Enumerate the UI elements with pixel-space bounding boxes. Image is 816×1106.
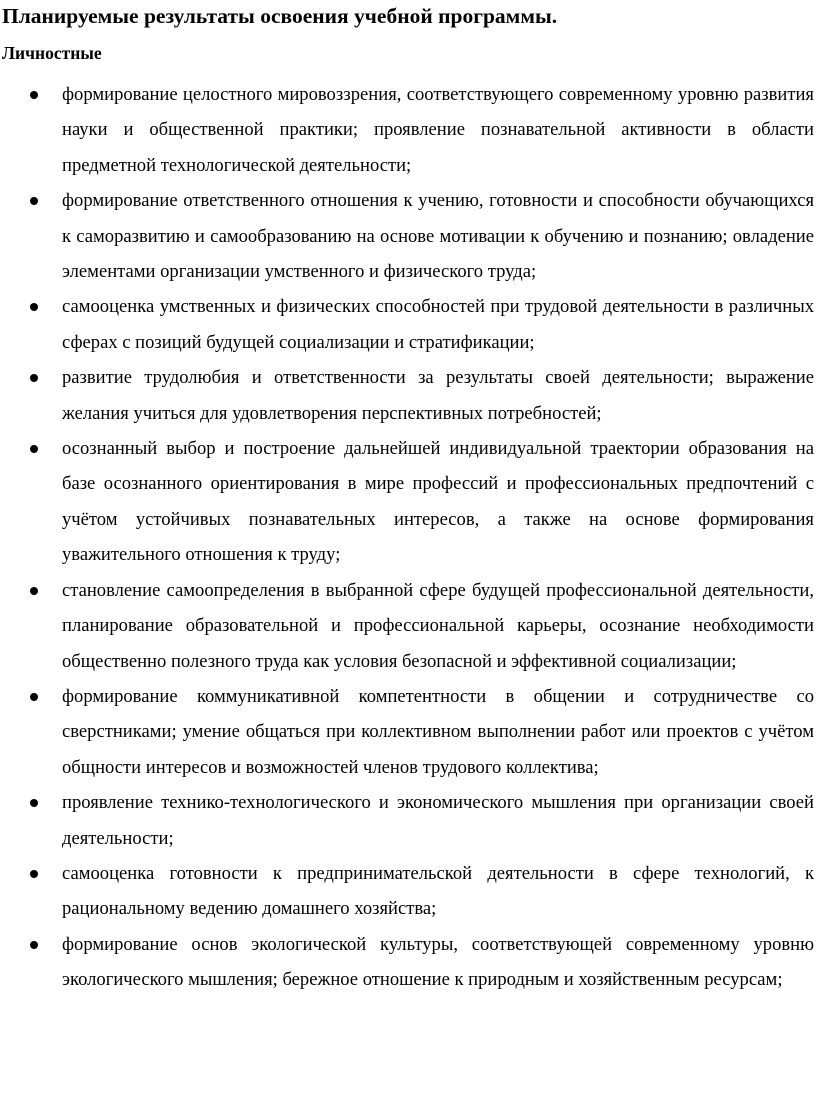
list-item-text: формирование целостного мировоззрения, соответствующего современному уровню развития науки и общественной практики; проявление познавательной активности в области предметной технологической деятельности; <box>62 84 814 176</box>
list-item <box>0 183 816 289</box>
bullet-icon <box>30 799 38 807</box>
bullet-icon <box>30 870 38 878</box>
list-item <box>0 289 816 360</box>
list-item <box>0 679 816 785</box>
bullet-icon <box>30 693 38 701</box>
list-item <box>0 785 816 856</box>
list-item-text: осознанный выбор и построение дальнейшей индивидуальной траектории образования на базе осознанного ориентирования в мире профессий и профессиональных предпочтений с учётом устойчивых познавательных интересов, а также на основе формирования уважительного отношения к труду; <box>62 438 814 566</box>
list-item <box>0 360 816 431</box>
bullet-list <box>0 77 816 998</box>
bullet-icon <box>30 587 38 595</box>
list-item <box>0 431 816 573</box>
list-item-text: формирование ответственного отношения к учению, готовности и способности обучающихся к саморазвитию и самообразованию на основе мотивации к обучению и познанию; овладение элементами организации умственного и физического труда; <box>62 190 814 283</box>
list-item <box>0 856 816 927</box>
list-item-text: становление самоопределения в выбранной сфере будущей профессиональной деятельности, планирование образовательной и профессиональной карьеры, осознание необходимости общественно полезного труда как условия безопасной и эффективной социализации; <box>62 579 814 672</box>
list-item-text: самооценка готовности к предпринимательской деятельности в сфере технологий, к рациональному ведению домашнего хозяйства; <box>62 862 814 920</box>
section-heading: Личностные <box>2 43 102 63</box>
bullet-icon <box>30 941 38 949</box>
list-item <box>0 77 816 183</box>
list-item <box>0 573 816 679</box>
document-title: Планируемые результаты освоения учебной программы. <box>2 4 558 28</box>
bullet-icon <box>30 374 38 382</box>
bullet-icon <box>30 445 38 453</box>
list-item <box>0 927 816 998</box>
bullet-icon <box>30 91 38 99</box>
bullet-icon <box>30 303 38 311</box>
list-item-text: самооценка умственных и физических способностей при трудовой деятельности в различных сферах с позиций будущей социализации и стратификации; <box>62 296 814 353</box>
list-item-text: развитие трудолюбия и ответственности за результаты своей деятельности; выражение желания учиться для удовлетворения перспективных потребностей; <box>62 367 814 424</box>
list-item-text: формирование основ экологической культуры, соответствующей современному уровню экологического мышления; бережное отношение к природным и хозяйственным ресурсам; <box>62 933 814 991</box>
list-item-text: формирование коммуникативной компетентности в общении и сотрудничестве со сверстниками; умение общаться при коллективном выполнении работ или проектов с учётом общности интересов и возможностей членов трудового коллектива; <box>62 685 814 778</box>
list-item-text: проявление технико-технологического и экономического мышления при организации своей деятельности; <box>62 792 814 849</box>
bullet-icon <box>30 197 38 205</box>
